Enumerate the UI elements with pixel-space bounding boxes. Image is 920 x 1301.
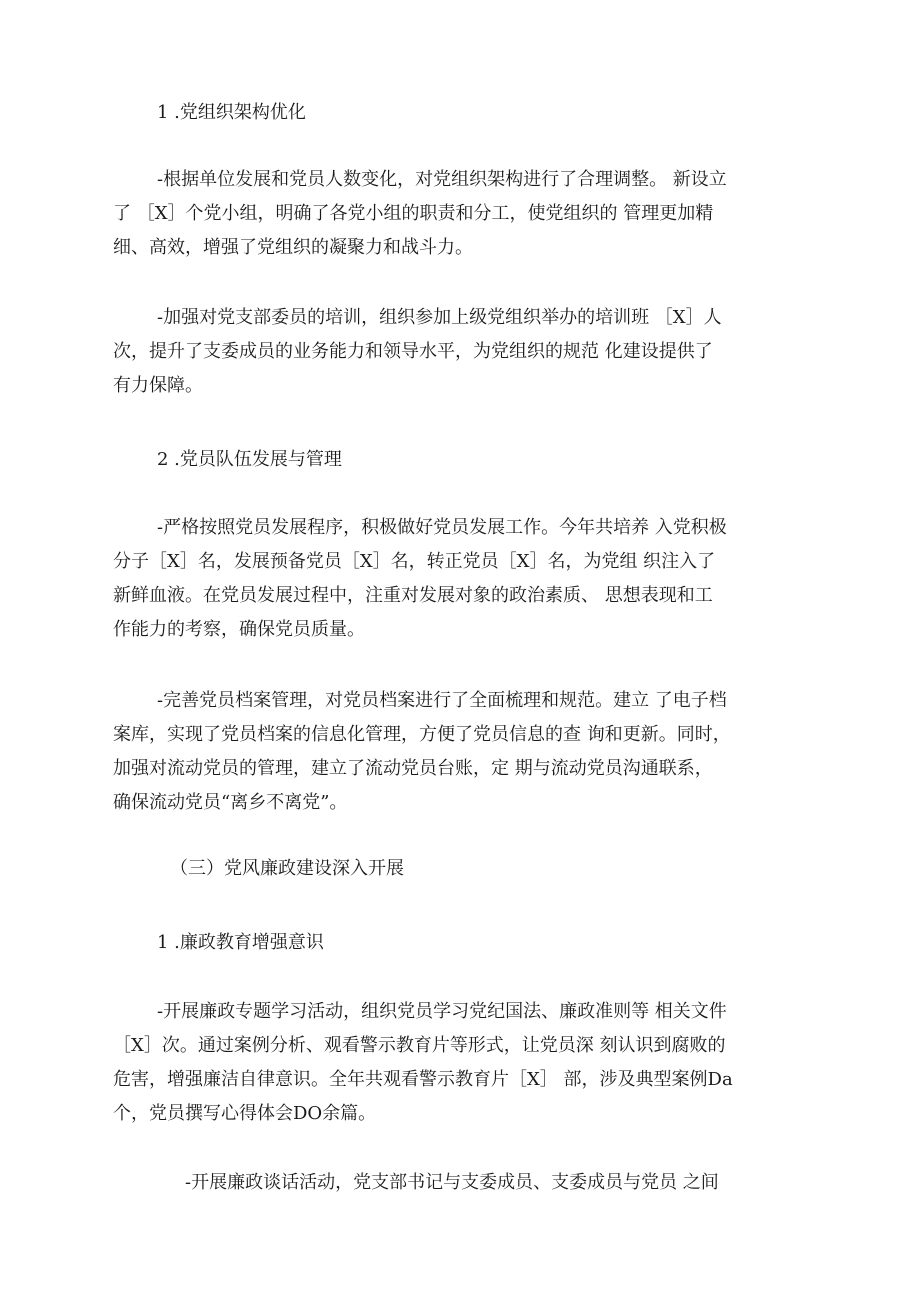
text-line: 案库，实现了党员档案的信息化管理，方便了党员信息的查 询和更新。同时， (113, 724, 731, 745)
text-line: 确保流动党员“离乡不离党”。 (113, 792, 348, 813)
heading-member-development: 2 .党员队伍发展与管理 (157, 449, 342, 470)
paragraph-member-recruitment (113, 511, 803, 647)
text-line: 次，提升了支委成员的业务能力和领导水平，为党组织的规范 化建设提供了 (113, 341, 713, 362)
text-line: 加强对流动党员的管理，建立了流动党员台账，定 期与流动党员沟通联系， (113, 758, 713, 779)
paragraph-integrity-talks (113, 1166, 803, 1200)
text-line: -根据单位发展和党员人数变化，对党组织架构进行了合理调整。 新设立 (157, 169, 727, 190)
text-line: 危害，增强廉洁自律意识。全年共观看警示教育片［X］ 部，涉及典型案例Da (113, 1069, 733, 1090)
text-line: 作能力的考察，确保党员质量。 (113, 619, 365, 640)
text-line: ［X］次。通过案例分析、观看警示教育片等形式，让党员深 刻认识到腐败的 (113, 1035, 726, 1056)
text-line: -加强对党支部委员的培训，组织参加上级党组织举办的培训班 ［X］人 (157, 307, 722, 328)
text-line: -开展廉政专题学习活动，组织党员学习党纪国法、廉政准则等 相关文件 (157, 1001, 727, 1022)
text-line: 分子［X］名，发展预备党员［X］名，转正党员［X］名，为党组 织注入了 (113, 551, 716, 572)
heading-party-structure: 1 .党组织架构优化 (157, 102, 306, 123)
section-heading-integrity: （三）党风廉政建设深入开展 (170, 858, 404, 879)
text-line: 细、高效，增强了党组织的凝聚力和战斗力。 (113, 237, 473, 258)
text-line: 个，党员撰写心得体会DO余篇。 (113, 1103, 377, 1124)
text-line: 了 ［X］个党小组，明确了各党小组的职责和分工，使党组织的 管理更加精 (113, 203, 714, 224)
text-line: -开展廉政谈话活动，党支部书记与支委成员、支委成员与党员 之间 (185, 1172, 719, 1193)
text-line: 新鲜血液。在党员发展过程中，注重对发展对象的政治素质、 思想表现和工 (113, 585, 713, 606)
paragraph-committee-training (113, 301, 803, 403)
heading-integrity-education: 1 .廉政教育增强意识 (157, 932, 324, 953)
text-line: -严格按照党员发展程序，积极做好党员发展工作。今年共培养 入党积极 (157, 517, 727, 538)
text-line: 有力保障。 (113, 375, 203, 396)
paragraph-member-records (113, 684, 803, 820)
paragraph-integrity-study (113, 995, 803, 1131)
paragraph-structure-adjustment (113, 163, 803, 265)
text-line: -完善党员档案管理，对党员档案进行了全面梳理和规范。建立 了电子档 (157, 690, 727, 711)
